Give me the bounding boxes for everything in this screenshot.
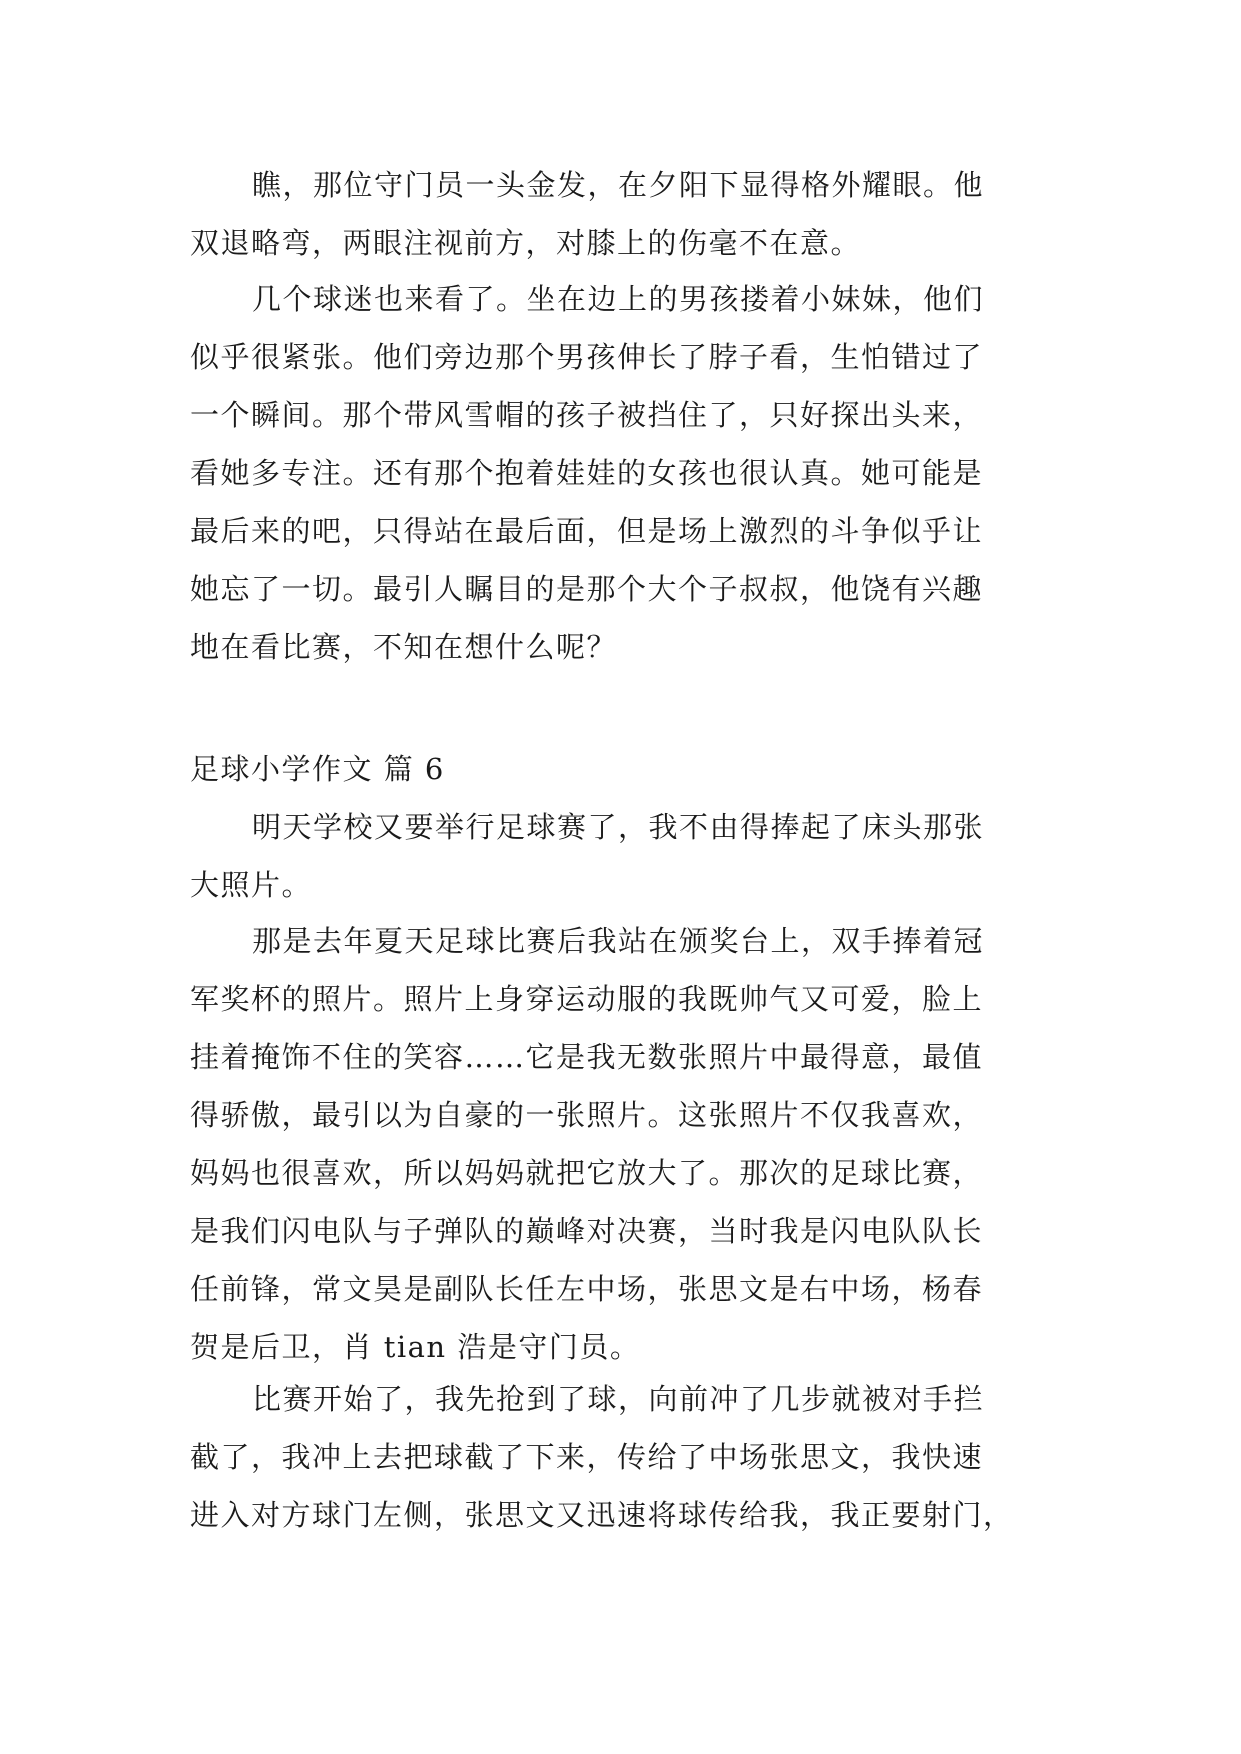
- paragraph-match-start: [190, 1370, 1060, 1544]
- paragraph-goalkeeper: [190, 156, 1060, 272]
- paragraph-line: 几个球迷也来看了。坐在边上的男孩搂着小妹妹，他们: [252, 282, 985, 316]
- paragraph-line: 得骄傲，最引以为自豪的一张照片。这张照片不仅我喜欢，: [190, 1098, 984, 1132]
- paragraph-line: 任前锋，常文昊是副队长任左中场，张思文是右中场，杨春: [190, 1272, 984, 1306]
- paragraph-line: 大照片。: [190, 868, 313, 902]
- paragraph-line: 是我们闪电队与子弹队的巅峰对决赛，当时我是闪电队队长: [190, 1214, 984, 1248]
- paragraph-line: 贺是后卫，肖 tian 浩是守门员。: [190, 1330, 641, 1364]
- section-heading: 足球小学作文 篇 6: [190, 752, 445, 786]
- paragraph-line: 一个瞬间。那个带风雪帽的孩子被挡住了，只好探出头来，: [190, 398, 984, 432]
- paragraph-line: 瞧，那位守门员一头金发，在夕阳下显得格外耀眼。他: [252, 168, 985, 202]
- paragraph-line: 进入对方球门左侧，张思文又迅速将球传给我，我正要射门，: [190, 1498, 1014, 1532]
- paragraph-line: 地在看比赛，不知在想什么呢？: [190, 630, 618, 664]
- paragraph-fans: [190, 270, 1060, 676]
- paragraph-line: 双退略弯，两眼注视前方，对膝上的伤毫不在意。: [190, 226, 862, 260]
- paragraph-photo: [190, 912, 1060, 1376]
- paragraph-tomorrow-match: [190, 798, 1060, 914]
- paragraph-line: 明天学校又要举行足球赛了，我不由得捧起了床头那张: [252, 810, 985, 844]
- paragraph-line: 看她多专注。还有那个抱着娃娃的女孩也很认真。她可能是: [190, 456, 984, 490]
- paragraph-line: 最后来的吧，只得站在最后面，但是场上激烈的斗争似乎让: [190, 514, 984, 548]
- paragraph-line: 妈妈也很喜欢，所以妈妈就把它放大了。那次的足球比赛，: [190, 1156, 984, 1190]
- paragraph-line: 似乎很紧张。他们旁边那个男孩伸长了脖子看，生怕错过了: [190, 340, 984, 374]
- paragraph-line: 那是去年夏天足球比赛后我站在颁奖台上，双手捧着冠: [252, 924, 985, 958]
- paragraph-line: 截了，我冲上去把球截了下来，传给了中场张思文，我快速: [190, 1440, 984, 1474]
- paragraph-line: 挂着掩饰不住的笑容……它是我无数张照片中最得意，最值: [190, 1040, 984, 1074]
- paragraph-line: 比赛开始了，我先抢到了球，向前冲了几步就被对手拦: [252, 1382, 985, 1416]
- paragraph-line: 军奖杯的照片。照片上身穿运动服的我既帅气又可爱，脸上: [190, 982, 984, 1016]
- paragraph-line: 她忘了一切。最引人瞩目的是那个大个子叔叔，他饶有兴趣: [190, 572, 984, 606]
